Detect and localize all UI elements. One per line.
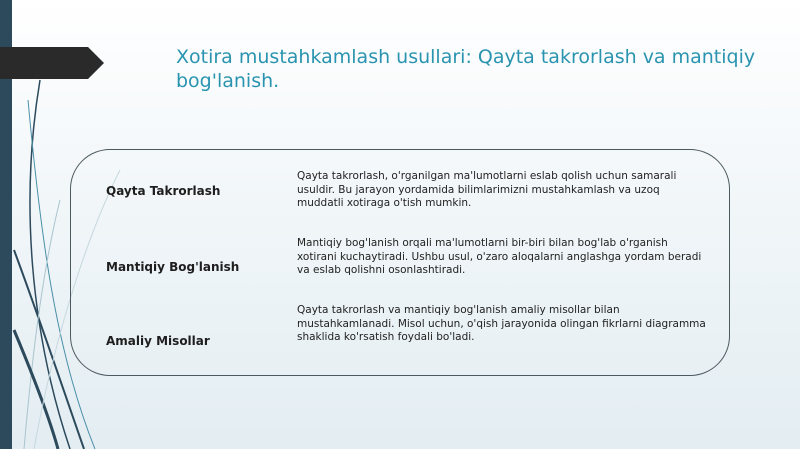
row-desc-amaliy-misollar: Qayta takrorlash va mantiqiy bog'lanish amaliy misollar bilan mustahkamlanadi. Misol uchun, o'qish jarayonida olingan fikrlarni diagramma shaklida ko'rsatish foydali bo'ladi.	[297, 304, 706, 343]
row-label-amaliy-misollar: Amaliy Misollar	[106, 334, 210, 348]
slide-title: Xotira mustahkamlash usullari: Qayta takrorlash va mantiqiy bog'lanish.	[176, 46, 756, 92]
row-label-mantiqiy-boglanish: Mantiqiy Bog'lanish	[106, 260, 240, 274]
row-desc-qayta-takrorlash: Qayta takrorlash, o'rganilgan ma'lumotlarni eslab qolish uchun samarali usuldir. Bu jarayon yordamida bilimlarimizni mustahkamlash va uzoq muddatli xotiraga o'tish mumkin.	[297, 170, 677, 209]
row-label-qayta-takrorlash: Qayta Takrorlash	[106, 184, 221, 198]
row-desc-mantiqiy-boglanish: Mantiqiy bog'lanish orqali ma'lumotlarni bir-biri bilan bog'lab o'rganish xotirani kuchaytiradi. Ushbu usul, o'zaro aloqalarni anglashga yordam beradi va eslab qolishni osonlashtiradi.	[297, 237, 702, 276]
title-arrow-shape	[0, 47, 104, 79]
